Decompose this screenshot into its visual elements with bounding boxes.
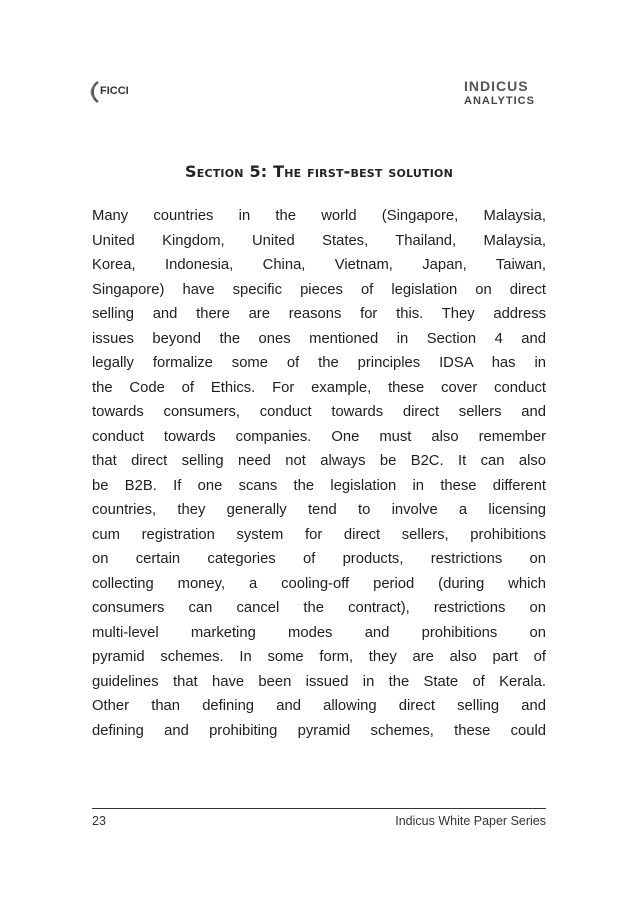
text-line: pyramid schemes. In some form, they are also part of <box>92 649 546 665</box>
indicus-logo-line2: ANALYTICS <box>464 95 535 107</box>
text-line: issues beyond the ones mentioned in Section 4 and <box>92 330 546 347</box>
text-line: Korea, Indonesia, China, Vietnam, Japan, Taiwan, <box>92 257 546 273</box>
text-line: selling and there are reasons for this. They address <box>92 306 546 322</box>
text-line: conduct towards companies. One must also remember <box>92 428 546 445</box>
footer-divider <box>92 808 546 809</box>
text-line: the Code of Ethics. For example, these cover conduct <box>92 379 546 396</box>
text-line: collecting money, a cooling-off period (during which <box>92 575 546 592</box>
text-line: Other than defining and allowing direct selling and <box>92 698 546 714</box>
text-line: towards consumers, conduct towards direct sellers and <box>92 404 546 420</box>
text-line: cum registration system for direct sellers, prohibitions <box>92 526 546 543</box>
text-line: countries, they generally tend to involve a licensing <box>92 502 546 518</box>
text-line: on certain categories of products, restrictions on <box>92 551 546 567</box>
text-line: be B2B. If one scans the legislation in these different <box>92 477 546 494</box>
text-line: that direct selling need not always be B2C. It can also <box>92 453 546 469</box>
text-line: guidelines that have been issued in the State of Kerala. <box>92 673 546 690</box>
ficci-logo <box>90 78 142 106</box>
text-line: Many countries in the world (Singapore, Malaysia, <box>92 208 546 224</box>
indicus-logo-line1: INDICUS <box>464 78 529 94</box>
body-paragraph <box>92 204 546 743</box>
ficci-logo-text: FICCI <box>100 85 129 97</box>
indicus-analytics-logo <box>464 78 546 114</box>
text-line: multi-level marketing modes and prohibitions on <box>92 624 546 641</box>
text-line: legally formalize some of the principles IDSA has in <box>92 355 546 371</box>
text-line: defining and prohibiting pyramid schemes, these could <box>92 722 546 739</box>
text-line: consumers can cancel the contract), restrictions on <box>92 600 546 616</box>
section-heading: Section 5: The first-best solution <box>185 162 453 181</box>
text-line: United Kingdom, United States, Thailand, Malaysia, <box>92 232 546 249</box>
text-line: Singapore) have specific pieces of legislation on direct <box>92 281 546 298</box>
series-title: Indicus White Paper Series <box>395 814 546 828</box>
page-number: 23 <box>92 814 106 828</box>
